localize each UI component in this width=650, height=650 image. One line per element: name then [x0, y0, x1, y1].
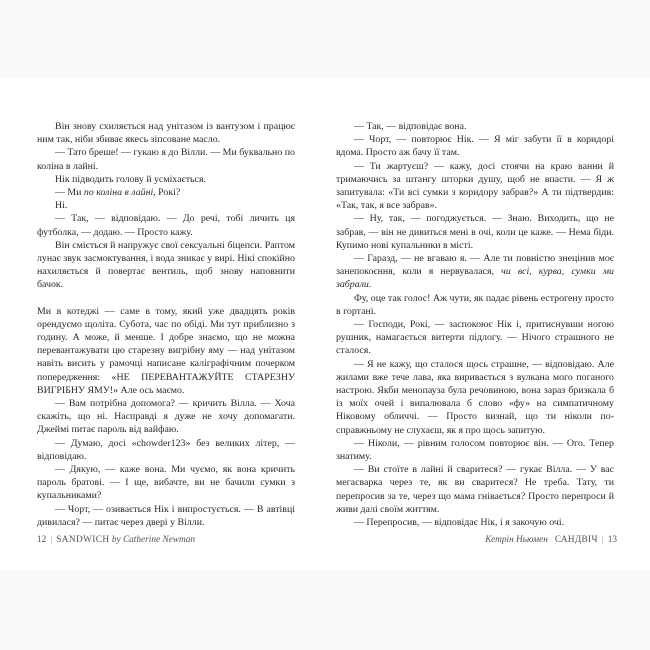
- page-left-text: [37, 120, 295, 540]
- paragraph: [336, 292, 614, 318]
- text-run: — Так, — відповідаю. — До речі, тобі личить ця футболка, — додаю. — Просто кажу.: [37, 213, 295, 238]
- paragraph: [37, 199, 295, 212]
- text-run: — Чорт, — озивається Нік і випростується. — В автівці дивилася? — питає через двері у Вілли.: [37, 503, 295, 528]
- text-run: — Господи, Рокі, — заспокоює Нік і, притиснувши ногою рушник, намагається витерти підлогу. — Нічого страшного не сталося.: [336, 319, 614, 357]
- text-run: Фу, оце так голос! Аж чути, як падає рівень естрогену просто в гортані.: [336, 292, 614, 317]
- paragraph: [336, 463, 614, 516]
- paragraph: [37, 305, 295, 397]
- text-run: — Перепросив, — відповідає Нік, і я закочую очі.: [354, 517, 565, 529]
- paragraph: [336, 437, 614, 463]
- paragraph: [336, 252, 614, 292]
- text-run: — Ну, так, — погоджується. — Знаю. Виходить, що не забрав, — він не дивиться мені в очі, коли це каже. — Нема біди. Купимо нові купальники в місті.: [336, 213, 614, 251]
- paragraph: [336, 160, 614, 213]
- paragraph: [336, 318, 614, 358]
- running-head-byline: by Catherine Newman: [111, 535, 195, 545]
- text-run: Ми в котеджі — саме в тому, який уже двадцять років орендуємо щоліта. Субота, час по обіді. Ми тут приблизно з годину. А може, й менше. І добре знаємо, що не можна перевантажувати цю старезну вигрібну яму — над унітазом навіть висить у рамочці написане каліграфічним почерком попередження: «НЕ ПЕРЕВАНТАЖУЙТЕ СТАРЕЗНУ ВИГРІБНУ ЯМУ!» Але ось маємо.: [37, 305, 295, 396]
- running-head-title-cyrillic: САНДВІЧ: [554, 535, 598, 545]
- text-run: — Чорт, — повторює Нік. — Я міг забути її в коридорі вдома. Просто аж бачу її там.: [336, 134, 614, 159]
- text-run: Нік підводить голову й усміхається.: [55, 173, 206, 185]
- paragraph: [37, 120, 295, 146]
- reader-top-margin: [0, 0, 650, 78]
- footer-separator: |: [601, 535, 604, 545]
- paragraph: [336, 516, 614, 529]
- paragraph: [37, 212, 295, 238]
- page-number-left: 12: [37, 535, 47, 545]
- text-run: — Ви стоїте в лайні й сваритеся? — гукає Вілла. — У вас мегасварка через те, як ви сваритеся? Не треба. Тату, ти перепросив за те, через що мама гнівається? Просто перепроси й живи далі своїм життям.: [336, 464, 614, 515]
- paragraph: [37, 173, 295, 186]
- paragraph: [37, 463, 295, 503]
- page-right-text: [336, 120, 614, 540]
- text-run: — Вам потрібна допомога? — кричить Вілла. — Хоча скажіть, що ні. Насправді я дуже не хочу допомагати. Джеймі питає пароль від вайфаю.: [37, 398, 295, 436]
- text-run: — Гаразд, — не вгаваю я. — Але ти повністю знецінив моє занепокоєння, коли я нервувалася,: [336, 253, 614, 278]
- text-run: — Так, — відповідає вона.: [354, 121, 467, 132]
- text-run: — Тато бреше! — гукаю я до Вілли. — Ми буквально по коліна в лайні.: [37, 147, 295, 172]
- paragraph: [336, 133, 614, 159]
- paragraph: [37, 437, 295, 463]
- italic-text-run: чи всі, курва, сумки ми забрали.: [336, 266, 614, 291]
- paragraph: [37, 239, 295, 292]
- paragraph: [336, 212, 614, 252]
- text-run: — Дякую, — каже вона. Ми чуємо, як вона кричить пароль братові. — І ще, вибачте, ви не бачили сумки з купальниками?: [37, 464, 295, 502]
- footer-separator: |: [50, 535, 53, 545]
- page-left-footer: [37, 535, 196, 549]
- paragraph: [336, 120, 614, 133]
- running-head-author: Кетрін Ньюмен: [485, 535, 548, 545]
- text-run: — Я не кажу, що сталося щось страшне, — відповідаю. Але жилами вже тече лава, яка виривається з вулкана мого поганого настрою. Якби менопауза була речовиною, вона зараз бризкала б із моїх очей і випалювала б слово «фу» на симпатичному Ніковому обличчі. — Просто визнай, що ти ніколи по-справжньому не слухаєш, як я про щось запитую.: [336, 358, 614, 436]
- italic-text-run: по коліна в лайні: [83, 187, 154, 199]
- text-run: Він знову схиляється над унітазом із вантузом і працює ним так, ніби збиває якесь зіпсоване масло.: [37, 121, 295, 146]
- paragraph: [37, 503, 295, 529]
- text-run: — Ніколи, — рівним голосом повторює він. — Ого. Тепер знатиму.: [336, 437, 614, 463]
- text-run: , Рокі?: [153, 187, 181, 199]
- page-right-footer: [485, 535, 617, 549]
- text-run: Він сміється й напружує свої сексуальні біцепси. Раптом лунає звук засмоктування, і вода зникає у вирі. Нікі спокійно нахиляється й повертає вентиль, щоб знову наповнити бачок.: [37, 239, 295, 291]
- paragraph: [37, 146, 295, 172]
- text-run: — Думаю, досі «chowder123» без великих літер, — відповідаю.: [37, 437, 295, 462]
- paragraph: [37, 397, 295, 437]
- paragraph: [336, 358, 614, 437]
- text-run: Ні.: [55, 200, 68, 212]
- running-head-title: SANDWICH: [56, 535, 110, 545]
- reader-bottom-margin: [0, 570, 650, 650]
- page-number-right: 13: [607, 535, 617, 545]
- book-spread: [0, 78, 650, 570]
- text-run: — Ми: [55, 187, 84, 199]
- paragraph: [37, 186, 295, 199]
- text-run: — Ти жартуєш? — кажу, досі стоячи на краю ванни й тримаючись за штангу шторки душу, щоб не впасти. — Я ж запитувала: «Ти всі сумки з коридору забрав?» А ти підтвердив: «Так, так, я все забрав».: [336, 160, 614, 212]
